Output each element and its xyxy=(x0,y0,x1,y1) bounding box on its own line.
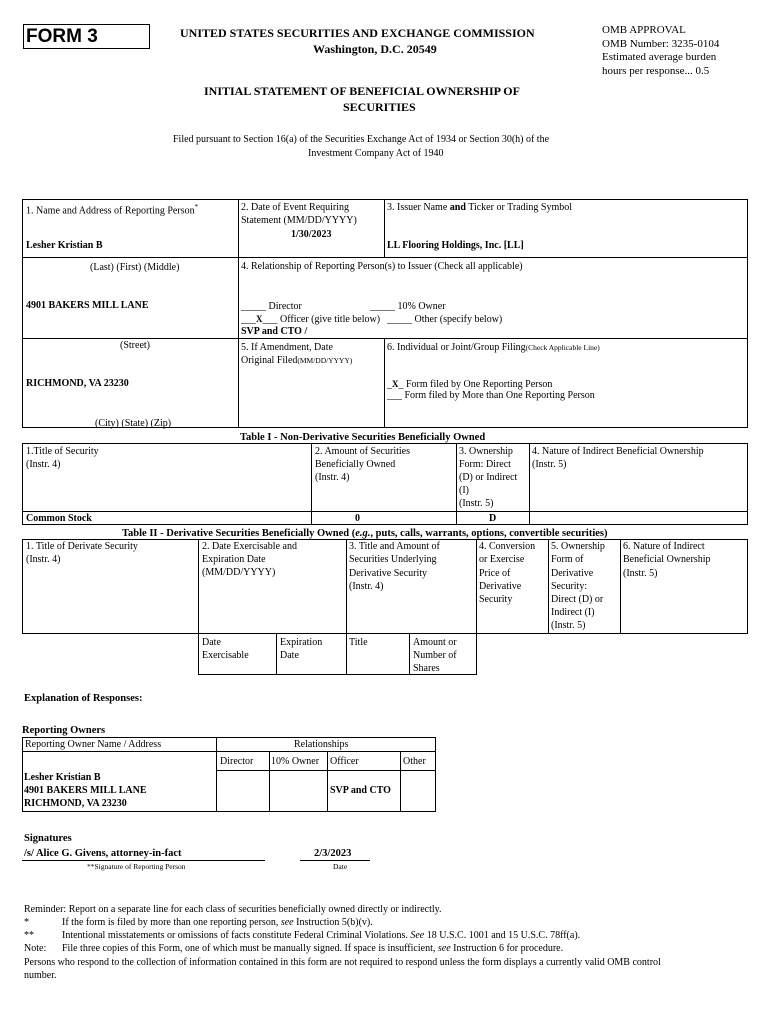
double-asterisk-note: Intentional misstatements or omissions of facts constitute Federal Criminal Violations. See 18 U.S.C. 1001 and 15 U.S.C. 78ff(a). xyxy=(62,930,581,941)
signature-caption: **Signature of Reporting Person xyxy=(87,862,186,871)
t2-col5-3: Derivative xyxy=(551,568,594,579)
asterisk-note-mark: * xyxy=(24,917,29,928)
t2-col5: 5. Ownership xyxy=(551,541,605,552)
note-text: File three copies of this Form, one of which must be manually signed. If space is insufficient, see Instruction 6 for procedure. xyxy=(62,943,564,954)
top-section-frame xyxy=(22,199,748,428)
t2-col4-2: or Exercise xyxy=(479,554,525,565)
t1-col1: 1.Title of Security xyxy=(26,446,99,457)
filed-pursuant-2: Investment Company Act of 1940 xyxy=(308,148,444,159)
officer-title: SVP and CTO / xyxy=(241,326,308,337)
t1-col4: 4. Nature of Indirect Beneficial Ownership xyxy=(532,446,704,457)
city-caption: (City) (State) (Zip) xyxy=(95,418,172,429)
persons-note-2: number. xyxy=(24,970,57,981)
reporting-person-city: RICHMOND, VA 23230 xyxy=(26,378,129,389)
form-label-box xyxy=(23,24,150,49)
t1-col3-2: Form: Direct xyxy=(459,459,511,470)
note-mark: Note: xyxy=(24,943,47,954)
owners-col-other: Other xyxy=(403,756,426,767)
t2-col5-2: Form of xyxy=(551,554,584,565)
t2-col4: 4. Conversion xyxy=(479,541,536,552)
table2-title: Table II - Derivative Securities Beneficially Owned (e.g., puts, calls, warrants, options, convertible securities) xyxy=(122,528,608,539)
asterisk-note: If the form is filed by more than one reporting person, see Instruction 5(b)(v). xyxy=(62,917,373,928)
t2-col5-4: Security: xyxy=(551,581,588,592)
box4-label: 4. Relationship of Reporting Person(s) to Issuer (Check all applicable) xyxy=(241,261,523,272)
date-line xyxy=(300,860,370,861)
owner-street: 4901 BAKERS MILL LANE xyxy=(24,785,147,796)
explanation-heading: Explanation of Responses: xyxy=(24,693,143,704)
multi-person-option: ___ Form filed by More than One Reporting Person xyxy=(387,390,595,401)
t2-sub-amount-2: Number of xyxy=(413,650,457,661)
owners-col-name: Reporting Owner Name / Address xyxy=(25,739,162,750)
t2-col3-2: Securities Underlying xyxy=(349,554,437,565)
omb-hours: hours per response... 0.5 xyxy=(602,65,710,77)
t2-sub-exp: Expiration xyxy=(280,637,323,648)
omb-number: OMB Number: 3235-0104 xyxy=(602,38,720,50)
box5-label-2: Original Filed(MM/DD/YYYY) xyxy=(241,355,353,366)
t2-col5-6: Indirect (I) xyxy=(551,607,595,618)
t1-col4-2: (Instr. 5) xyxy=(532,459,567,470)
t2-sub-exp-2: Date xyxy=(280,650,299,661)
street-caption: (Street) xyxy=(120,340,150,351)
event-date: 1/30/2023 xyxy=(291,229,332,240)
reminder-note: Reminder: Report on a separate line for each class of securities beneficially owned directly or indirectly. xyxy=(24,904,442,915)
t1-row-form: D xyxy=(489,513,497,524)
t2-col2-3: (MM/DD/YYYY) xyxy=(202,567,276,578)
t2-col5-7: (Instr. 5) xyxy=(551,620,586,631)
t2-col2-2: Expiration Date xyxy=(202,554,266,565)
signature-date: 2/3/2023 xyxy=(314,848,352,859)
date-caption: Date xyxy=(333,862,348,871)
form-title: INITIAL STATEMENT OF BENEFICIAL OWNERSHIP OF xyxy=(204,84,520,98)
t1-col2: 2. Amount of Securities xyxy=(315,446,410,457)
t2-sub-date-2: Exercisable xyxy=(202,650,249,661)
t2-col3: 3. Title and Amount of xyxy=(349,541,440,552)
t2-col4-4: Derivative xyxy=(479,581,522,592)
owners-col-officer: Officer xyxy=(330,756,359,767)
box5-label: 5. If Amendment, Date xyxy=(241,342,333,353)
signatures-heading: Signatures xyxy=(24,833,72,844)
t2-col6: 6. Nature of Indirect xyxy=(623,541,705,552)
owners-col-ten: 10% Owner xyxy=(271,756,320,767)
t2-col6-2: Beneficial Ownership xyxy=(623,554,711,565)
reporting-person-name: Lesher Kristian B xyxy=(26,240,103,251)
t2-col1: 1. Title of Derivate Security xyxy=(26,541,138,552)
t1-row-security: Common Stock xyxy=(26,513,92,524)
t1-row-amount: 0 xyxy=(355,513,360,524)
t1-col3: 3. Ownership xyxy=(459,446,513,457)
owners-heading: Reporting Owners xyxy=(22,725,106,736)
owners-col-relationships: Relationships xyxy=(294,739,349,750)
t2-col3-4: (Instr. 4) xyxy=(349,581,384,592)
double-asterisk-note-mark: ** xyxy=(24,930,34,941)
t2-sub-amount-3: Shares xyxy=(413,663,440,674)
t2-col2: 2. Date Exercisable and xyxy=(202,541,297,552)
t2-sub-amount: Amount or xyxy=(413,637,457,648)
filed-pursuant: Filed pursuant to Section 16(a) of the Securities Exchange Act of 1934 or Section 30(h) of the xyxy=(173,134,550,145)
owner-name: Lesher Kristian B xyxy=(24,772,101,783)
signer-name: /s/ Alice G. Givens, attorney-in-fact xyxy=(24,848,182,859)
signature-line xyxy=(22,860,265,861)
t1-col1-2: (Instr. 4) xyxy=(26,459,61,470)
t1-col3-3: (D) or Indirect xyxy=(459,472,518,483)
other-option: _____ Other (specify below) xyxy=(387,314,503,325)
t2-sub-date: Date xyxy=(202,637,221,648)
t1-col2-3: (Instr. 4) xyxy=(315,472,350,483)
owner-city: RICHMOND, VA 23230 xyxy=(24,798,127,809)
t1-col3-5: (Instr. 5) xyxy=(459,498,494,509)
form-title-2: SECURITIES xyxy=(343,100,416,114)
issuer-name: LL Flooring Holdings, Inc. [LL] xyxy=(387,240,524,251)
owner-officer: SVP and CTO xyxy=(330,785,391,796)
box1-label: 1. Name and Address of Reporting Person* xyxy=(26,203,199,217)
ten-percent-option: _____ 10% Owner xyxy=(370,301,446,312)
box2-label: 2. Date of Event Requiring xyxy=(241,202,350,213)
omb-burden: Estimated average burden xyxy=(602,51,717,63)
t2-sub-title: Title xyxy=(349,637,368,648)
t2-col6-3: (Instr. 5) xyxy=(623,568,658,579)
t2-col4-3: Price of xyxy=(479,568,511,579)
table1-title: Table I - Non-Derivative Securities Beneficially Owned xyxy=(240,432,486,443)
omb-approval: OMB APPROVAL xyxy=(602,24,686,36)
form-label: FORM 3 xyxy=(26,26,98,47)
box2-label-2: Statement (MM/DD/YYYY) xyxy=(241,215,357,226)
t2-col5-5: Direct (D) or xyxy=(551,594,604,605)
t2-col4-5: Security xyxy=(479,594,513,605)
t2-col1-2: (Instr. 4) xyxy=(26,554,61,565)
t1-col2-2: Beneficially Owned xyxy=(315,459,396,470)
reporting-person-street: 4901 BAKERS MILL LANE xyxy=(26,300,149,311)
t2-col3-3: Derivative Security xyxy=(349,568,428,579)
box6-label: 6. Individual or Joint/Group Filing(Check Applicable Line) xyxy=(387,342,600,353)
agency-location: Washington, D.C. 20549 xyxy=(313,42,437,56)
officer-option: ___X___ Officer (give title below) xyxy=(241,314,381,325)
box3-label: 3. Issuer Name and Ticker or Trading Symbol xyxy=(387,202,573,213)
owners-col-director: Director xyxy=(220,756,254,767)
director-option: _____ Director xyxy=(241,301,302,312)
one-person-option: _X_ Form filed by One Reporting Person xyxy=(387,379,553,390)
t1-col3-4: (I) xyxy=(459,485,469,496)
name-caption: (Last) (First) (Middle) xyxy=(90,262,180,273)
agency-name: UNITED STATES SECURITIES AND EXCHANGE COMMISSION xyxy=(180,26,535,40)
persons-note: Persons who respond to the collection of information contained in this form are not required to respond unless the form displays a currently valid OMB control xyxy=(24,957,661,968)
